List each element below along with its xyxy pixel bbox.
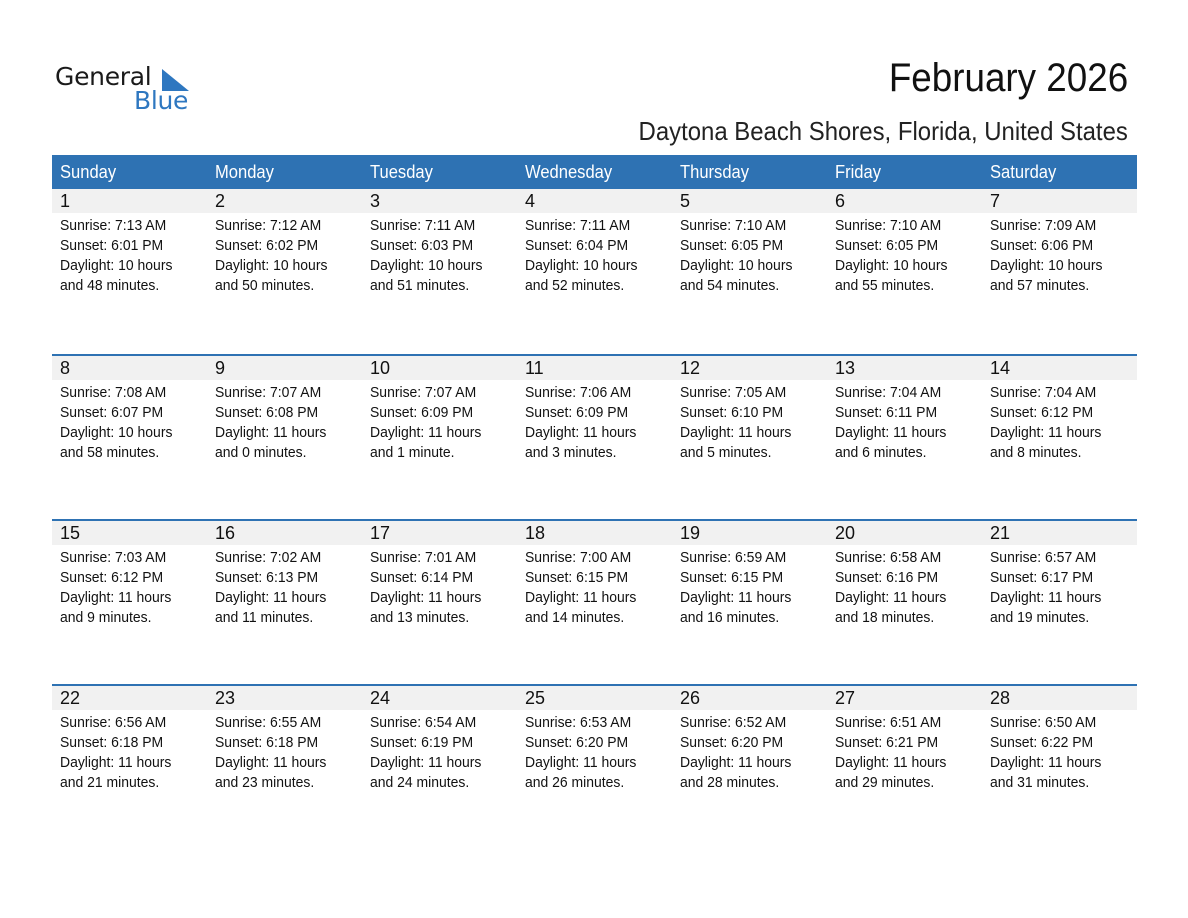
sunrise-text: Sunrise: 7:09 AM [990,217,1097,234]
calendar-grid [52,155,1137,849]
day-number: 22 [60,688,81,708]
day-cell [207,545,362,628]
day-number: 11 [525,358,544,378]
daylight-minutes-text: and 21 minutes. [60,774,160,791]
day-number: 16 [215,523,236,543]
weekday-header-cell [52,155,207,189]
day-cell [827,380,982,463]
sunset-text: Sunset: 6:09 PM [370,404,474,421]
day-cell [362,545,517,628]
daylight-minutes-text: and 13 minutes. [370,609,470,626]
weekday-header-cell [362,155,517,189]
daylight-minutes-text: and 6 minutes. [835,444,927,461]
day-number: 14 [990,358,1011,378]
daylight-text: Daylight: 10 hours [60,424,173,441]
daylight-minutes-text: and 26 minutes. [525,774,625,791]
day-number: 19 [680,523,701,543]
day-info-row [52,710,1137,793]
sunset-text: Sunset: 6:17 PM [990,569,1094,586]
sunset-text: Sunset: 6:11 PM [835,404,938,421]
day-cell [517,545,672,628]
sunrise-text: Sunrise: 6:51 AM [835,714,942,731]
sunset-text: Sunset: 6:07 PM [60,404,164,421]
sunset-text: Sunset: 6:04 PM [525,237,629,254]
daylight-text: Daylight: 11 hours [680,754,792,771]
daylight-text: Daylight: 11 hours [835,589,947,606]
daylight-text: Daylight: 10 hours [60,257,173,274]
day-number: 27 [835,688,856,708]
daylight-minutes-text: and 19 minutes. [990,609,1090,626]
day-number: 18 [525,523,546,543]
daylight-text: Daylight: 11 hours [525,589,637,606]
sunset-text: Sunset: 6:20 PM [525,734,629,751]
sunrise-text: Sunrise: 7:04 AM [990,384,1097,401]
daylight-text: Daylight: 11 hours [60,754,172,771]
sunrise-text: Sunrise: 7:02 AM [215,549,322,566]
daylight-text: Daylight: 11 hours [215,424,327,441]
day-number: 26 [680,688,701,708]
logo-text-general: General [55,62,152,91]
daylight-minutes-text: and 48 minutes. [60,277,160,294]
sunset-text: Sunset: 6:16 PM [835,569,939,586]
daylight-text: Daylight: 10 hours [215,257,328,274]
sunrise-text: Sunrise: 7:03 AM [60,549,167,566]
daylight-text: Daylight: 11 hours [370,589,482,606]
day-number: 8 [60,358,71,378]
day-cell [982,545,1137,628]
sunrise-text: Sunrise: 6:55 AM [215,714,322,731]
sunrise-text: Sunrise: 7:07 AM [215,384,322,401]
daylight-text: Daylight: 11 hours [990,589,1102,606]
daylight-minutes-text: and 5 minutes. [680,444,772,461]
day-number: 20 [835,523,856,543]
daylight-text: Daylight: 10 hours [525,257,638,274]
sunset-text: Sunset: 6:03 PM [370,237,474,254]
daylight-minutes-text: and 55 minutes. [835,277,935,294]
daylight-text: Daylight: 11 hours [215,589,327,606]
daylight-minutes-text: and 0 minutes. [215,444,307,461]
day-cell [982,710,1137,793]
weekday-header-cell [517,155,672,189]
sunset-text: Sunset: 6:13 PM [215,569,319,586]
day-cell [207,380,362,463]
week-row [52,684,1137,849]
weekday-header-cell [982,155,1137,189]
daylight-text: Daylight: 11 hours [370,424,482,441]
day-number: 1 [60,191,71,211]
weekday-label: Monday [215,162,274,182]
daylight-text: Daylight: 10 hours [370,257,483,274]
sunrise-text: Sunrise: 6:57 AM [990,549,1097,566]
day-number: 6 [835,191,846,211]
daylight-text: Daylight: 11 hours [680,424,792,441]
weekday-label: Thursday [680,162,750,182]
day-cell [672,213,827,296]
sunrise-text: Sunrise: 7:08 AM [60,384,167,401]
weekday-label: Saturday [990,162,1057,182]
sunrise-text: Sunrise: 6:59 AM [680,549,787,566]
daylight-minutes-text: and 16 minutes. [680,609,780,626]
daylight-text: Daylight: 10 hours [990,257,1103,274]
day-number: 10 [370,358,391,378]
sunrise-text: Sunrise: 6:50 AM [990,714,1097,731]
page-title: February 2026 [888,56,1128,100]
daylight-text: Daylight: 11 hours [835,424,947,441]
day-number: 25 [525,688,546,708]
daylight-text: Daylight: 11 hours [215,754,327,771]
sunset-text: Sunset: 6:08 PM [215,404,319,421]
sunrise-text: Sunrise: 7:11 AM [525,217,631,234]
day-cell [52,710,207,793]
sunrise-text: Sunrise: 6:53 AM [525,714,632,731]
logo-text-blue: Blue [134,86,189,115]
day-number-band [52,356,1137,380]
day-number: 3 [370,191,381,211]
day-number: 13 [835,358,856,378]
day-cell [672,545,827,628]
day-number-band [52,189,1137,213]
day-info-row [52,213,1137,296]
daylight-minutes-text: and 11 minutes. [215,609,314,626]
day-cell [827,213,982,296]
daylight-minutes-text: and 14 minutes. [525,609,625,626]
sunset-text: Sunset: 6:02 PM [215,237,319,254]
weekday-header [52,155,1137,189]
sunrise-text: Sunrise: 6:52 AM [680,714,787,731]
daylight-minutes-text: and 52 minutes. [525,277,625,294]
sunset-text: Sunset: 6:12 PM [990,404,1094,421]
sunset-text: Sunset: 6:10 PM [680,404,784,421]
day-number-band [52,686,1137,710]
day-cell [517,213,672,296]
daylight-minutes-text: and 9 minutes. [60,609,152,626]
sunrise-text: Sunrise: 7:06 AM [525,384,632,401]
day-number: 17 [370,523,391,543]
sunrise-text: Sunrise: 7:11 AM [370,217,476,234]
day-cell [672,710,827,793]
weekday-header-cell [672,155,827,189]
sunset-text: Sunset: 6:05 PM [835,237,939,254]
daylight-text: Daylight: 11 hours [835,754,947,771]
day-cell [982,213,1137,296]
sunset-text: Sunset: 6:15 PM [525,569,629,586]
daylight-text: Daylight: 11 hours [525,754,637,771]
daylight-minutes-text: and 18 minutes. [835,609,935,626]
weekday-label: Friday [835,162,882,182]
daylight-minutes-text: and 23 minutes. [215,774,315,791]
day-number: 28 [990,688,1011,708]
daylight-text: Daylight: 10 hours [680,257,793,274]
day-cell [672,380,827,463]
week-row [52,519,1137,684]
weekday-header-cell [827,155,982,189]
week-row [52,354,1137,519]
day-info-row [52,380,1137,463]
daylight-minutes-text: and 29 minutes. [835,774,935,791]
daylight-minutes-text: and 28 minutes. [680,774,780,791]
sunset-text: Sunset: 6:15 PM [680,569,784,586]
day-number: 5 [680,191,691,211]
day-cell [207,213,362,296]
daylight-minutes-text: and 54 minutes. [680,277,780,294]
day-cell [362,380,517,463]
sunset-text: Sunset: 6:01 PM [60,237,164,254]
sunset-text: Sunset: 6:20 PM [680,734,784,751]
sunrise-text: Sunrise: 7:04 AM [835,384,942,401]
sunrise-text: Sunrise: 7:07 AM [370,384,477,401]
day-cell [362,213,517,296]
daylight-minutes-text: and 3 minutes. [525,444,617,461]
daylight-text: Daylight: 11 hours [60,589,172,606]
day-number: 4 [525,191,536,211]
day-info-row [52,545,1137,628]
sunrise-text: Sunrise: 6:56 AM [60,714,167,731]
sunrise-text: Sunrise: 7:12 AM [215,217,322,234]
daylight-minutes-text: and 24 minutes. [370,774,470,791]
day-number: 12 [680,358,701,378]
daylight-minutes-text: and 8 minutes. [990,444,1082,461]
sunset-text: Sunset: 6:19 PM [370,734,474,751]
daylight-minutes-text: and 57 minutes. [990,277,1090,294]
day-number-band [52,521,1137,545]
sunset-text: Sunset: 6:22 PM [990,734,1094,751]
day-number: 7 [990,191,1001,211]
day-cell [52,545,207,628]
daylight-text: Daylight: 11 hours [370,754,482,771]
daylight-text: Daylight: 11 hours [525,424,637,441]
daylight-minutes-text: and 31 minutes. [990,774,1090,791]
day-cell [982,380,1137,463]
sunset-text: Sunset: 6:18 PM [60,734,164,751]
sunrise-text: Sunrise: 7:10 AM [680,217,787,234]
day-number: 23 [215,688,236,708]
day-number: 24 [370,688,391,708]
daylight-text: Daylight: 11 hours [680,589,792,606]
daylight-text: Daylight: 10 hours [835,257,948,274]
daylight-text: Daylight: 11 hours [990,754,1102,771]
day-number: 15 [60,523,81,543]
sunrise-text: Sunrise: 6:58 AM [835,549,942,566]
sunset-text: Sunset: 6:09 PM [525,404,629,421]
sunrise-text: Sunrise: 7:00 AM [525,549,632,566]
day-cell [517,380,672,463]
sunset-text: Sunset: 6:14 PM [370,569,474,586]
logo [55,62,205,122]
weekday-label: Sunday [60,162,117,182]
sunset-text: Sunset: 6:21 PM [835,734,939,751]
sunrise-text: Sunrise: 7:10 AM [835,217,942,234]
weekday-label: Tuesday [370,162,433,182]
sunset-text: Sunset: 6:12 PM [60,569,164,586]
sunrise-text: Sunrise: 7:13 AM [60,217,167,234]
day-number: 21 [990,523,1011,543]
daylight-text: Daylight: 11 hours [990,424,1102,441]
sunrise-text: Sunrise: 7:05 AM [680,384,787,401]
weekday-header-cell [207,155,362,189]
day-cell [207,710,362,793]
sunset-text: Sunset: 6:06 PM [990,237,1094,254]
location-subtitle: Daytona Beach Shores, Florida, United States [638,116,1128,146]
day-cell [827,710,982,793]
sunrise-text: Sunrise: 6:54 AM [370,714,477,731]
daylight-minutes-text: and 51 minutes. [370,277,470,294]
day-cell [362,710,517,793]
day-cell [827,545,982,628]
sunset-text: Sunset: 6:05 PM [680,237,784,254]
day-cell [517,710,672,793]
day-cell [52,380,207,463]
daylight-minutes-text: and 1 minute. [370,444,455,461]
day-cell [52,213,207,296]
day-number: 9 [215,358,226,378]
day-number: 2 [215,191,226,211]
weekday-label: Wednesday [525,162,613,182]
week-row [52,189,1137,354]
daylight-minutes-text: and 58 minutes. [60,444,160,461]
sunset-text: Sunset: 6:18 PM [215,734,319,751]
sunrise-text: Sunrise: 7:01 AM [370,549,477,566]
daylight-minutes-text: and 50 minutes. [215,277,315,294]
